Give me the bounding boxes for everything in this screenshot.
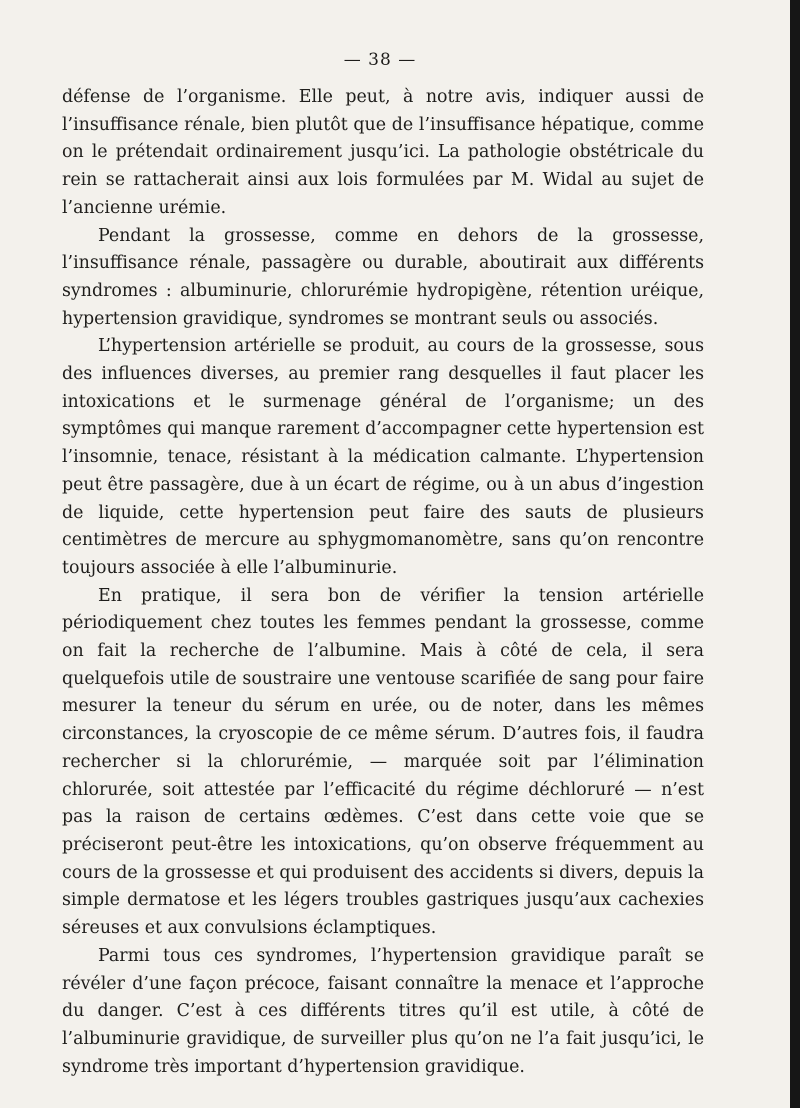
paragraph-2: Pendant la grossesse, comme en dehors de la grossesse, l’insuffisance rénale, passagère ou durable, aboutirait aux différents syndromes : albuminurie, chlorurémie hydropigène, rétention uréique, hypertension gravidique, syndromes se montrant seuls ou associés. (62, 225, 704, 329)
paragraph-5: Parmi tous ces syndromes, l’hypertension gravidique paraît se révéler d’une façon précoce, faisant connaître la menace et l’approche du danger. C’est à ces différents titres qu’il est utile, à côté de l’albuminurie gravidique, de surveiller plus qu’on ne l’a fait jusqu’ici, le syndrome très important d’hypertension gravidique. (62, 945, 704, 1077)
page-number: — 38 — (343, 50, 417, 70)
scan-edge (790, 0, 800, 1108)
body-text (62, 84, 704, 1081)
paragraph-4: En pratique, il sera bon de vérifier la tension artérielle périodiquement chez toutes les femmes pendant la grossesse, comme on fait la recherche de l’albumine. Mais à côté de cela, il sera quelquefois utile de soustraire une ventouse scarifiée de sang pour faire mesurer la teneur du sérum en urée, ou de noter, dans les mêmes circonstances, la cryoscopie de ce même sérum. D’autres fois, il faudra rechercher si la chlorurémie, — marquée soit par l’élimination chlorurée, soit attestée par l’efficacité du régime déchloruré — n’est pas la raison de certains œdèmes. C’est dans cette voie que se préciseront peut-être les intoxications, qu’on observe fréquemment au cours de la grossesse et qui produisent des accidents si divers, depuis la simple dermatose et les légers troubles gastriques jusqu’aux cachexies séreuses et aux convulsions éclamptiques. (62, 585, 704, 939)
paragraph-1: défense de l’organisme. Elle peut, à notre avis, indiquer aussi de l’insuffisance rénale, bien plutôt que de l’insuffisance hépatique, comme on le prétendait ordinairement jusqu’ici. La pathologie obstétricale du rein se rattacherait ainsi aux lois formulées par M. Widal au sujet de l’ancienne urémie. (62, 87, 704, 218)
paragraph-3: L’hypertension artérielle se produit, au cours de la grossesse, sous des influences diverses, au premier rang desquelles il faut placer les intoxications et le surmenage général de l’organisme; un des symptômes qui manque rarement d’accompagner cette hypertension est l’insomnie, tenace, résistant à la médication calmante. L’hypertension peut être passagère, due à un écart de régime, ou à un abus d’ingestion de liquide, cette hypertension peut faire des sauts de plusieurs centimètres de mercure au sphygmomanomètre, sans qu’on rencontre toujours associée à elle l’albuminurie. (62, 336, 704, 578)
